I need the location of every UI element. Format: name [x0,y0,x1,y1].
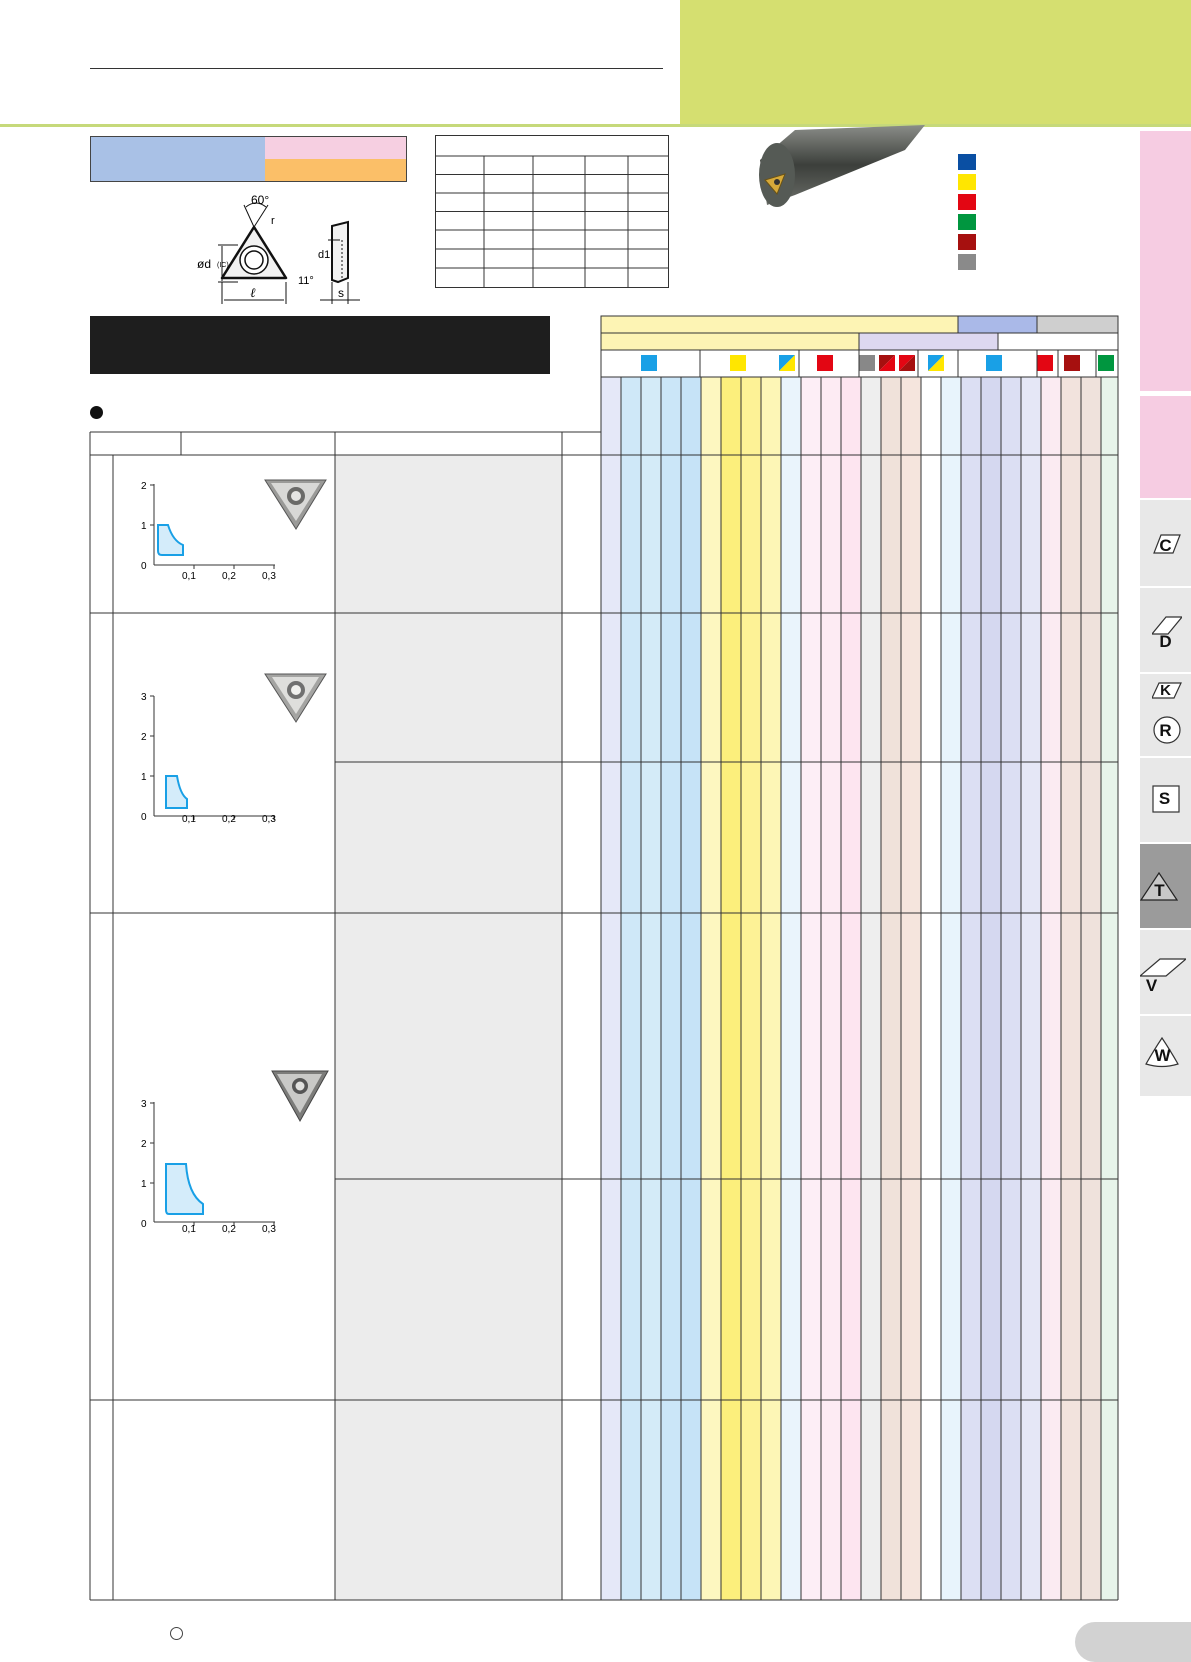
red-square-icon [817,355,833,371]
x-tick: 0,1 [182,571,196,582]
y-tick: 1 [141,1179,147,1190]
radius-label: r [271,215,275,227]
application-area [166,1164,203,1214]
side-tab-label: T [1154,881,1165,900]
grade-column-tints [601,377,1118,1600]
page-number-tab [1075,1622,1191,1662]
red-brown-square-icon [899,355,915,371]
chipbreaker-chart-3 [135,1094,285,1234]
x-tick: 0,3 [262,571,276,582]
x-tick: 0,1 [182,814,196,824]
y-tick: 2 [141,732,147,743]
y-tick: 2 [141,481,147,492]
blue-yellow-square-icon [928,355,944,371]
yellow-square-icon [730,355,746,371]
copyright-circle-icon [170,1627,183,1640]
x-tick: 0,3 [262,814,276,824]
x-tick: 0,1 [182,1224,196,1234]
blue-square-icon [986,355,1002,371]
application-area [166,776,187,808]
side-tab-label: C [1159,536,1172,555]
y-tick: 1 [141,772,147,783]
insert-photo-2 [263,672,328,724]
gray-square-icon [859,355,875,371]
side-tab-label: W [1154,1046,1171,1065]
brown-square-icon [1064,355,1080,371]
blue-yellow-square-icon [779,355,795,371]
blue-square-icon [641,355,657,371]
y-tick: 0 [141,561,147,572]
red-square-icon [1037,355,1053,371]
y-tick: 3 [141,692,147,703]
clearance-angle-label: 11° [298,275,314,287]
side-tab-label: R [1159,721,1172,740]
length-label: ℓ [250,285,256,300]
x-tick: 0,3 [262,1224,276,1234]
ic-label: (IC) [217,262,229,269]
green-square-icon [1098,355,1114,371]
d1-label: d1 [318,249,331,261]
diameter-label: ød [197,257,212,271]
side-tab-label: V [1145,976,1158,995]
y-tick: 0 [141,812,147,823]
side-tab-label: S [1158,789,1171,808]
application-area [158,525,183,555]
y-tick: 1 [141,521,147,532]
insert-photo-3 [270,1069,330,1123]
y-tick: 3 [141,1099,147,1110]
angle-label: 60° [251,193,270,207]
side-tab-label: K [1160,682,1171,699]
thickness-label: s [338,286,344,300]
side-tab-label: D [1159,632,1172,651]
y-tick: 0 [141,1219,147,1230]
x-tick: 0,2 [222,814,236,824]
x-tick: 0,2 [222,571,236,582]
red-brown-square-icon [879,355,895,371]
x-tick: 0,2 [222,1224,236,1234]
y-tick: 2 [141,1139,147,1150]
insert-photo-1 [263,477,328,531]
